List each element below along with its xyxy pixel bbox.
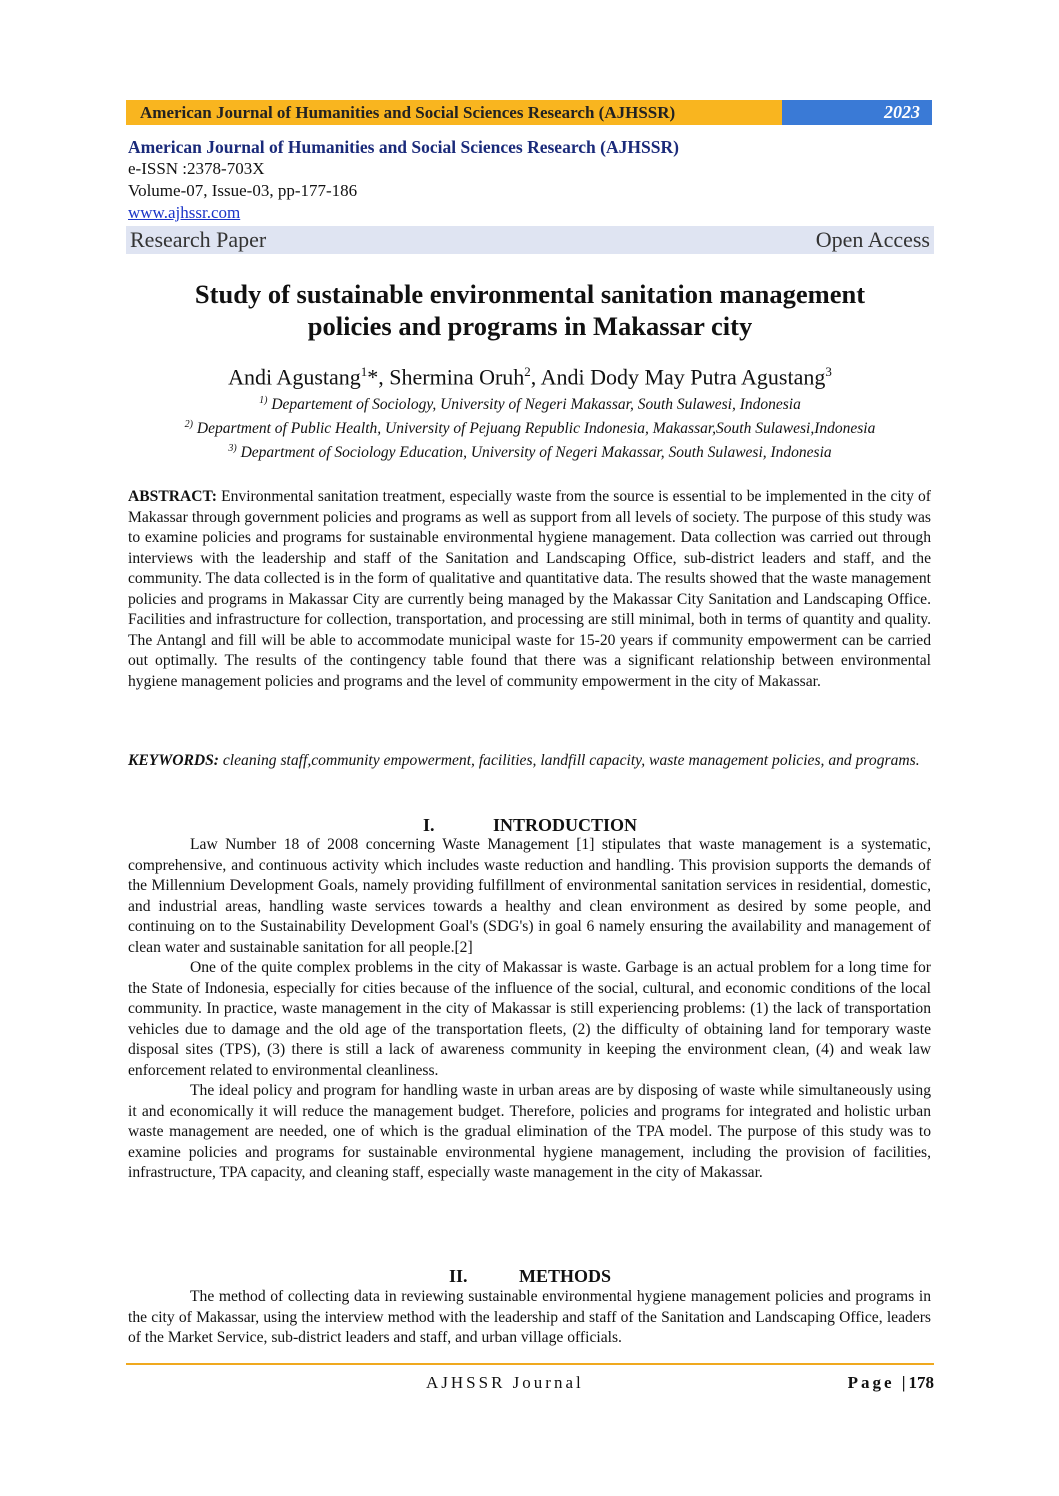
page-label: Page | (847, 1373, 909, 1392)
journal-name: American Journal of Humanities and Social Sciences Research (AJHSSR) (128, 137, 679, 157)
keywords-text: cleaning staff,community empowerment, facilities, landfill capacity, waste management policies, and programs. (218, 752, 920, 769)
introduction-body (128, 835, 931, 1184)
paragraph: Law Number 18 of 2008 concerning Waste Management [1] stipulates that waste management is a systematic, comprehensive, and continuous activity which includes waste reduction and handling. This provision supports the demands of the Millennium Development Goals, namely providing fulfillment of environmental sanitation services in residential, domestic, and industrial areas, handling waste services towards a healthy and clean environment as desired by some people, and continuing on to the Sustainability Development Goal's (SDG's) in goal 6 namely ensuring the availability and management of clean water and sustainable sanitation for all people.[2] (128, 836, 931, 956)
banner-journal-title: American Journal of Humanities and Social Sciences Research (AJHSSR) (126, 100, 782, 125)
journal-banner (126, 100, 932, 125)
author-sup: 2 (524, 364, 531, 379)
affiliation-item (126, 391, 934, 415)
page-number: 178 (908, 1373, 934, 1392)
footer-journal: AJHSSR Journal (426, 1373, 584, 1392)
paragraph: One of the quite complex problems in the city of Makassar is waste. Garbage is an actual problem for a long time for the State of Indonesia, especially for cities because of the influence of the social, cultural, and economic conditions of the local community. In practice, waste management in the city of Makassar is still experiencing problems: (1) the lack of transportation vehicles due to damage and the old age of the transportation fleets, (2) the difficulty of obtaining land for temporary waste disposal sites (TPS), (3) there is still a lack of awareness community in keeping the environment clean, (4) and weak law enforcement related to environmental cleanliness. (128, 959, 931, 1079)
methods-body (128, 1287, 931, 1349)
author-sup: 1 (360, 364, 368, 379)
section-number: I. (422, 815, 435, 835)
author-name: Shermina Oruh (389, 364, 525, 390)
paper-type-bar (126, 226, 934, 254)
affiliation-item (126, 415, 934, 439)
keywords-label: KEYWORDS: (128, 752, 219, 769)
affiliation-sup: 2) (184, 419, 193, 431)
affiliation-text: Department of Sociology Education, University of Negeri Makassar, South Sulawesi, Indonesia (236, 444, 832, 462)
section-heading-introduction (126, 815, 934, 836)
title-line-2: policies and programs in Makassar city (307, 311, 753, 341)
keywords (128, 751, 931, 772)
paper-type-label: Research Paper (130, 227, 267, 252)
section-heading-methods (126, 1266, 934, 1287)
journal-info (128, 136, 679, 224)
author-sup: 3 (825, 364, 832, 379)
paragraph: The method of collecting data in reviewing sustainable environmental hygiene management policies and programs in the city of Makassar, using the interview method with the leadership and staff of the Sanitation and Landscaping Office, leaders of the Market Service, sub-district leaders and staff, and urban village officials. (128, 1288, 931, 1346)
title-line-1: Study of sustainable environmental sanitation management (194, 279, 866, 309)
author-sep: *, (367, 364, 390, 390)
affiliation-item (126, 439, 934, 463)
affiliation-text: Department of Public Health, University of Pejuang Republic Indonesia, Makassar,South Sulawesi,Indonesia (193, 420, 876, 438)
affiliation-list (126, 391, 934, 463)
journal-website-link[interactable]: www.ajhssr.com (128, 203, 241, 222)
affiliation-sup: 1) (259, 395, 268, 406)
section-title: METHODS (518, 1266, 611, 1286)
abstract-label: ABSTRACT: (128, 488, 217, 505)
affiliation-text: Departement of Sociology, University of Negeri Makassar, South Sulawesi, Indonesia (267, 396, 801, 414)
paragraph: The ideal policy and program for handling waste in urban areas are by disposing of waste while simultaneously using it and economically it will reduce the management budget. Therefore, policies and programs for integrated and holistic urban waste management are needed, one of which is the gradual elimination of the TPA model. The purpose of this study was to examine policies and programs for sustainable environmental hygiene management, including the provision of facilities, infrastructure, TPA capacity, and cleaning staff, especially waste management in the city of Makassar. (128, 1082, 931, 1181)
paper-title (126, 278, 934, 342)
open-access-label: Open Access (815, 227, 930, 252)
section-title: INTRODUCTION (492, 815, 638, 835)
author-sep: , (530, 364, 541, 390)
footer-rule (126, 1363, 934, 1365)
affiliation-sup: 3) (228, 443, 237, 455)
abstract (128, 487, 931, 692)
footer-page (848, 1373, 934, 1393)
author-name: Andi Agustang (228, 364, 361, 390)
author-list (126, 364, 934, 390)
author-name: Andi Dody May Putra Agustang (540, 364, 826, 390)
section-number: II. (448, 1266, 468, 1286)
volume-issue: Volume-07, Issue-03, pp-177-186 (128, 181, 358, 200)
issn: e-ISSN :2378-703X (128, 159, 265, 178)
abstract-text: Environmental sanitation treatment, especially waste from the source is essential to be implemented in the city of Makassar through government policies and programs as well as support from all levels of society. The purpose of this study was to examine policies and programs for sustainable environmental hygiene management. Data collection was carried out through interviews with the leadership and staff of the Sanitation and Landscaping Office, sub-district leaders and staff, and the community. The data collected is in the form of qualitative and quantitative data. The results showed that the waste management policies and programs in Makassar City are currently being managed by the Makassar City Sanitation and Landscaping Office. Facilities and infrastructure for collection, transportation, and processing are still minimal, both in terms of quantity and quality. The Antangl and fill will be able to accommodate municipal waste for 15-20 years if community empowerment can be carried out optimally. The results of the contingency table found that there was a significant relationship between environmental hygiene management policies and programs and the level of community empowerment in the city of Makassar. (128, 488, 931, 690)
banner-year: 2023 (782, 100, 932, 125)
